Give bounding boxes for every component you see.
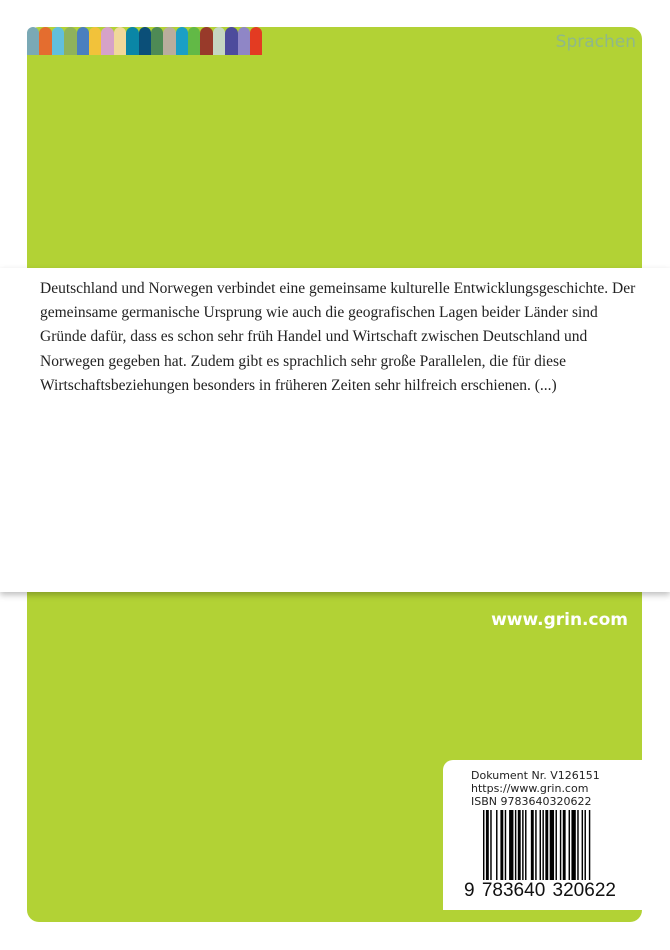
color-tab bbox=[101, 27, 113, 55]
barcode-bar bbox=[535, 810, 536, 880]
color-tab bbox=[39, 27, 51, 55]
isbn: ISBN 9783640320622 bbox=[471, 795, 592, 808]
blurb-text: Deutschland und Norwegen verbindet eine gemeinsame kulturelle Entwicklungsgeschichte. Der gemeinsame germanische Ursprung wie auch die geografischen Lagen beider Länder sind Gründe dafür, dass es schon sehr früh Handel und Wirtschaft zwischen Deutschland und Norwegen gegeben hat. Zudem gibt es sprachlich sehr große Parallelen, die für diese Wirtschaftsbeziehungen besonders in früheren Zeiten sehr hilfreich erschienen. (...) bbox=[40, 280, 636, 394]
barcode-bar bbox=[505, 810, 506, 880]
color-tab bbox=[52, 27, 64, 55]
color-tab bbox=[238, 27, 250, 55]
barcode-digits-right: 320622 bbox=[552, 880, 616, 901]
color-tab bbox=[114, 27, 126, 55]
barcode-bar bbox=[531, 810, 534, 880]
color-tab bbox=[213, 27, 225, 55]
barcode-bar bbox=[563, 810, 566, 880]
barcode-bar bbox=[571, 810, 575, 880]
barcode-bar bbox=[582, 810, 583, 880]
barcode-icon bbox=[483, 810, 629, 890]
barcode-digits bbox=[463, 880, 617, 902]
color-tab bbox=[151, 27, 163, 55]
barcode-bar bbox=[509, 810, 513, 880]
barcode-bar bbox=[486, 810, 489, 890]
series-label: Sprachen bbox=[555, 32, 636, 52]
website: https://www.grin.com bbox=[471, 782, 589, 795]
color-tab bbox=[200, 27, 212, 55]
color-tabs bbox=[27, 27, 262, 55]
barcode-bar bbox=[515, 810, 516, 880]
barcode-digits-left: 783640 bbox=[481, 880, 546, 901]
barcode-bar bbox=[542, 810, 543, 880]
color-tab bbox=[176, 27, 188, 55]
color-tab bbox=[77, 27, 89, 55]
barcode-bar bbox=[518, 810, 521, 880]
color-tab bbox=[64, 27, 76, 55]
publisher-url[interactable]: www.grin.com bbox=[491, 610, 628, 630]
barcode-bar bbox=[589, 810, 590, 890]
barcode-bar bbox=[545, 810, 548, 880]
color-tab bbox=[250, 27, 262, 55]
barcode-bar bbox=[540, 810, 541, 890]
barcode-bar bbox=[550, 810, 554, 880]
barcode-bar bbox=[560, 810, 561, 880]
barcode-bar bbox=[569, 810, 570, 880]
barcode-bar bbox=[496, 810, 497, 880]
color-tab bbox=[27, 27, 39, 55]
color-tab bbox=[225, 27, 237, 55]
barcode-bar bbox=[490, 810, 491, 880]
barcode-bar bbox=[522, 810, 523, 880]
color-tab bbox=[89, 27, 101, 55]
document-number: Dokument Nr. V126151 bbox=[471, 769, 600, 782]
color-tab bbox=[139, 27, 151, 55]
barcode-bar bbox=[525, 810, 526, 880]
barcode-bar bbox=[483, 810, 484, 890]
color-tab bbox=[163, 27, 175, 55]
barcode-bar bbox=[556, 810, 557, 880]
barcode-bar bbox=[585, 810, 586, 880]
color-tab bbox=[188, 27, 200, 55]
barcode-box bbox=[443, 760, 642, 910]
barcode-bar bbox=[577, 810, 578, 880]
barcode-digit-first: 9 bbox=[464, 880, 475, 901]
barcode-bar bbox=[500, 810, 503, 880]
color-tab bbox=[126, 27, 138, 55]
